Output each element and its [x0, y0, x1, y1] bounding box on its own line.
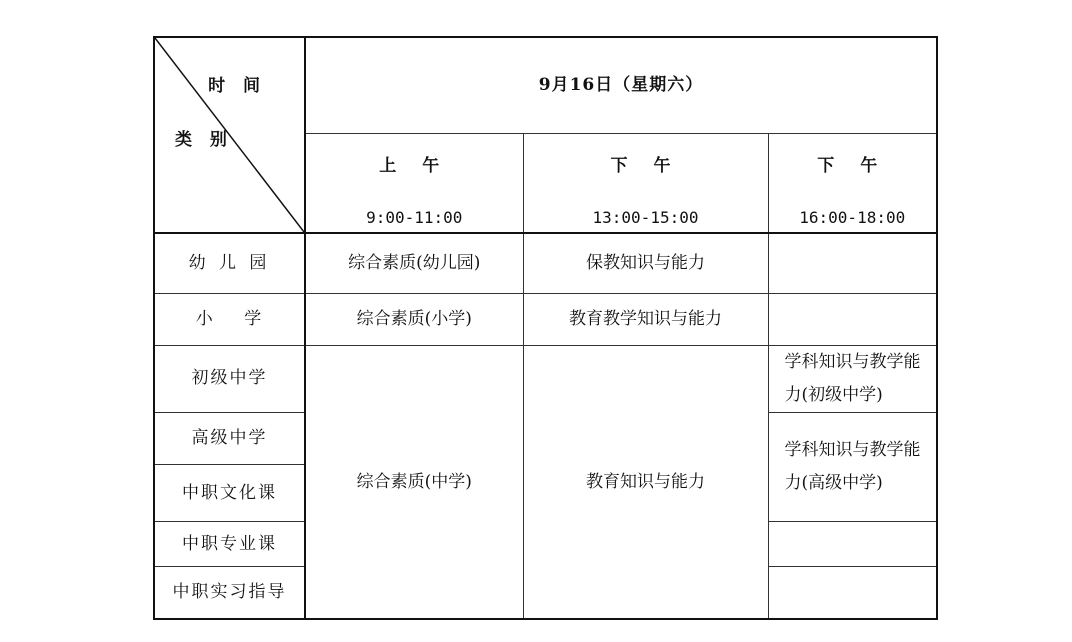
subject-junior-pm2: 学科知识与教学能力(初级中学) — [768, 345, 937, 412]
category-vocational-professional: 中职专业课 — [154, 521, 305, 566]
header-corner-cell — [154, 37, 305, 233]
category-vocational-practice: 中职实习指导 — [154, 566, 305, 619]
category-vocational-culture: 中职文化课 — [154, 464, 305, 521]
category-header-label: 类 别 — [175, 130, 233, 150]
session-time: 13:00-15:00 — [592, 207, 699, 227]
empty-cell — [768, 233, 937, 293]
exam-date-header: 9月16日（星期六） — [305, 37, 937, 133]
subject-primary-am: 综合素质(小学) — [305, 293, 523, 345]
category-junior-middle: 初级中学 — [154, 345, 305, 412]
subject-middle-am: 综合素质(中学) — [305, 345, 523, 619]
category-senior-middle: 高级中学 — [154, 412, 305, 464]
session-time: 16:00-18:00 — [799, 207, 906, 227]
time-header-label: 时 间 — [208, 76, 266, 96]
subject-kindergarten-pm1: 保教知识与能力 — [523, 233, 768, 293]
session-label: 上 午 — [379, 155, 450, 176]
session-time: 9:00-11:00 — [366, 207, 463, 227]
session-afternoon-1 — [523, 133, 768, 233]
empty-cell — [768, 566, 937, 619]
category-kindergarten: 幼 儿 园 — [154, 233, 305, 293]
session-morning — [305, 133, 523, 233]
session-label: 下 午 — [817, 155, 888, 176]
empty-cell — [768, 521, 937, 566]
category-primary: 小 学 — [154, 293, 305, 345]
subject-primary-pm1: 教育教学知识与能力 — [523, 293, 768, 345]
subject-senior-pm2: 学科知识与教学能力(高级中学) — [768, 412, 937, 521]
subject-middle-pm1: 教育知识与能力 — [523, 345, 768, 619]
session-afternoon-2 — [768, 133, 937, 233]
exam-schedule-table — [153, 36, 938, 620]
subject-kindergarten-am: 综合素质(幼儿园) — [305, 233, 523, 293]
empty-cell — [768, 293, 937, 345]
session-label: 下 午 — [610, 155, 681, 176]
